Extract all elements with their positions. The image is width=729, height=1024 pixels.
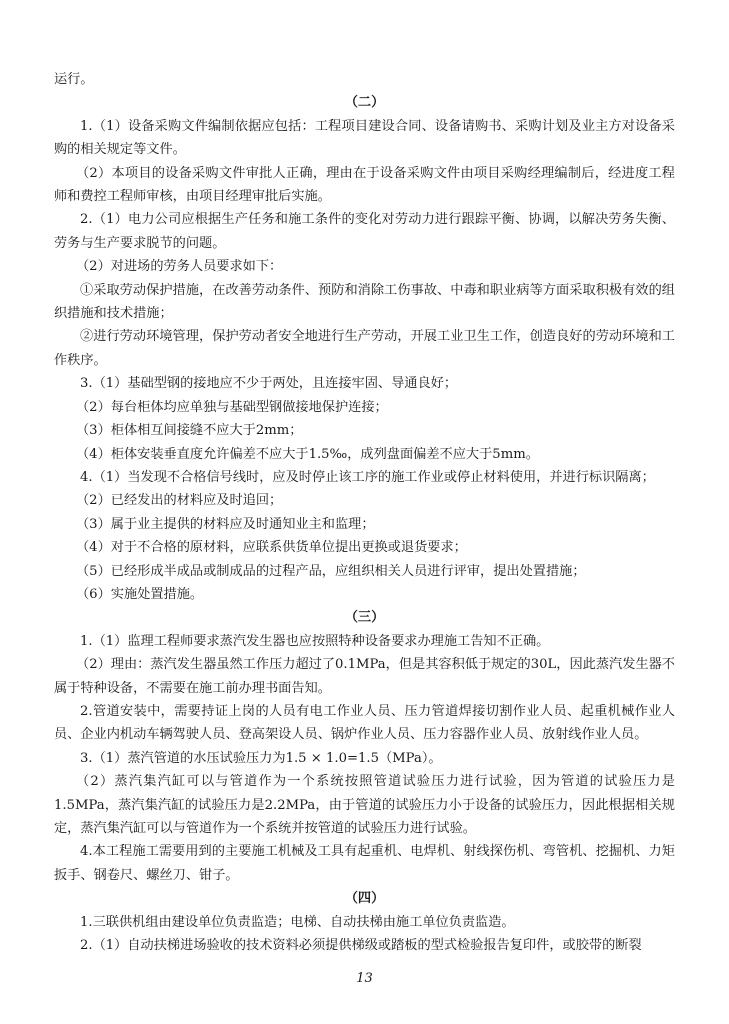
paragraph: 2.（1）电力公司应根据生产任务和施工条件的变化对劳动力进行跟踪平衡、协调，以解决劳务失衡、劳务与生产要求脱节的问题。: [54, 212, 675, 251]
paragraph: 3.（1）基础型钢的接地应不少于两处，且连接牢固、导通良好；: [80, 376, 458, 392]
paragraph: ①采取劳动保护措施，在改善劳动条件、预防和消除工伤事故、中毒和职业病等方面采取积极有效的组织措施和技术措施；: [54, 282, 675, 322]
paragraph: （2）已经发出的材料应及时追回；: [76, 493, 283, 509]
paragraph: （4）对于不合格的原材料，应联系供货单位提出更换或退货要求；: [76, 540, 467, 556]
intro-text: 运行。: [54, 72, 94, 87]
paragraph: （2）对进场的劳务人员要求如下：: [76, 259, 283, 275]
paragraph: （2）本项目的设备采购文件审批人正确，理由在于设备采购文件由项目采购经理编制后，经进度工程师和费控工程师审核，由项目经理审批后实施。: [54, 165, 675, 205]
paragraph: ②进行劳动环境管理，保护劳动者安全地进行生产劳动，开展工业卫生工作，创造良好的劳动环境和工作秩序。: [54, 329, 675, 368]
page-number: 13: [356, 971, 373, 986]
paragraph: 4.（1）当发现不合格信号线时，应及时停止该工序的施工作业或停止材料使用，并进行标识隔离；: [80, 469, 655, 485]
paragraph: 2.（1）自动扶梯进场验收的技术资料必须提供梯级或踏板的型式检验报告复印件，或胶带的断裂: [80, 938, 642, 954]
paragraph: 2.管道安装中，需要持证上岗的人员有电工作业人员、压力管道焊接切割作业人员、起重机械作业人员、企业内机动车辆驾驶人员、登高架设人员、锅炉作业人员、压力容器作业人员、放射线作业人员。: [54, 703, 675, 743]
paragraph: （5）已经形成半成品或制成品的过程产品，应组织相关人员进行评审，提出处置措施；: [76, 563, 586, 579]
section-heading-4: （四）: [344, 891, 385, 907]
section-heading-3: （三）: [344, 610, 385, 626]
paragraph: （3）柜体相互间接缝不应大于2mm；: [76, 423, 303, 439]
paragraph: 1.三联供机组由建设单位负责监造；电梯、自动扶梯由施工单位负责监造。: [80, 914, 515, 930]
paragraph: （6）实施处置措施。: [76, 586, 204, 602]
paragraph: 1.（1）监理工程师要求蒸汽发生器也应按照特种设备要求办理施工告知不正确。: [80, 633, 550, 649]
paragraph: （2）理由：蒸汽发生器虽然工作压力超过了0.1MPa，但是其容积低于规定的30L，因此蒸汽发生器不属于特种设备，不需要在施工前办理书面告知。: [54, 657, 675, 696]
section-heading-2: （二）: [344, 95, 385, 111]
paragraph: （2）蒸汽集汽缸可以与管道作为一个系统按照管道试验压力进行试验，因为管道的试验压力是1.5MPa，蒸汽集汽缸的试验压力是2.2MPa，由于管道的试验压力小于设备的试验压力，因此根据相关规定，蒸汽集汽缸可以与管道作为一个系统并按管道的试验压力进行试验。: [54, 774, 675, 836]
paragraph: 1.（1）设备采购文件编制依据应包括：工程项目建设合同、设备请购书、采购计划及业主方对设备采购的相关规定等文件。: [54, 118, 675, 158]
paragraph: （3）属于业主提供的材料应及时通知业主和监理；: [76, 516, 375, 532]
paragraph: （2）每台柜体均应单独与基础型钢做接地保护连接；: [76, 399, 388, 415]
document-body: [54, 68, 675, 957]
paragraph: 4.本工程施工需要用到的主要施工机械及工具有起重机、电焊机、射线探伤机、弯管机、挖掘机、力矩扳手、钢卷尺、螺丝刀、钳子。: [54, 844, 675, 883]
paragraph: 3.（1）蒸汽管道的水压试验压力为1.5 × 1.0=1.5（MPa）。: [80, 750, 442, 766]
paragraph: （4）柜体安装垂直度允许偏差不应大于1.5‰，成列盘面偏差不应大于5mm。: [76, 446, 539, 462]
